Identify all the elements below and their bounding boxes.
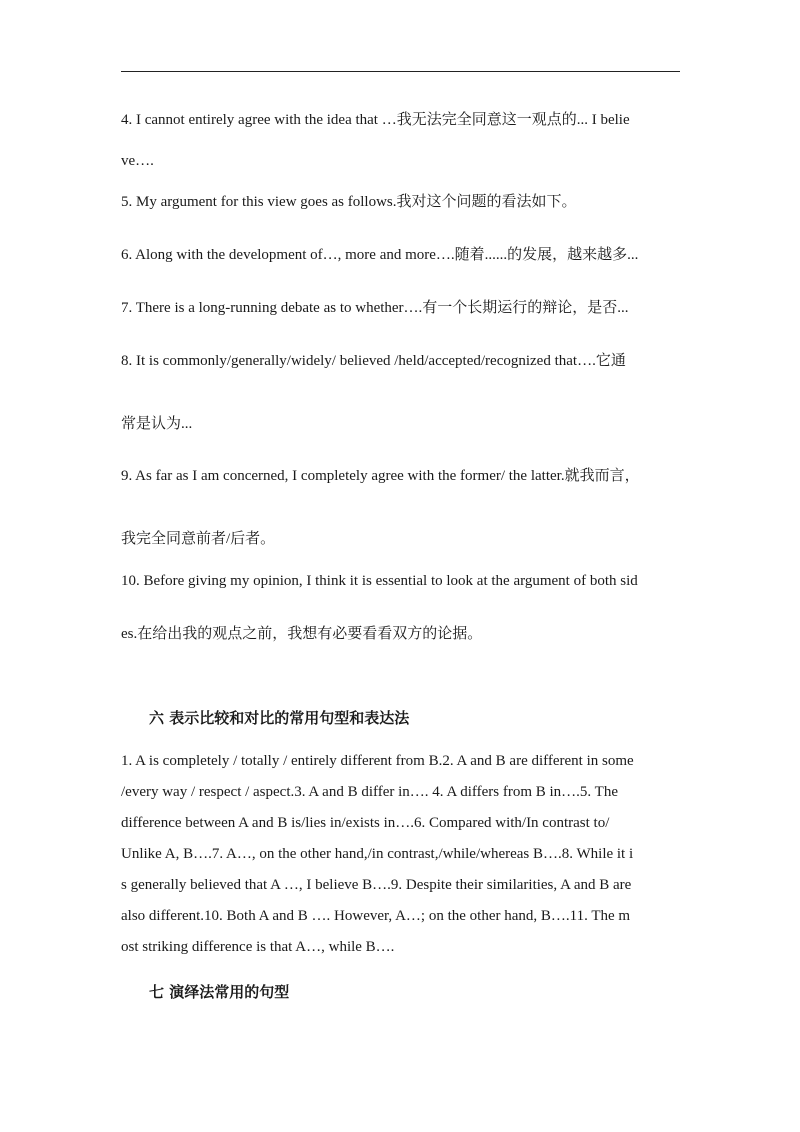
section-6-heading: 六 表示比较和对比的常用句型和表达法 — [149, 709, 410, 727]
section-6-line-5: s generally believed that A …, I believe B….9. Despite their similarities, A and B are — [121, 877, 632, 893]
section-6-line-4: Unlike A, B….7. A…, on the other hand,/in contrast,/while/whereas B….8. While it i — [121, 846, 634, 862]
item-9-line-1: 9. As far as I am concerned, I completely agree with the former/ the latter.就我而言， — [121, 468, 640, 484]
item-8-line-1: 8. It is commonly/generally/widely/ believed /held/accepted/recognized that….它通 — [121, 353, 626, 369]
section-6-line-7: ost striking difference is that A…, while B…. — [121, 939, 395, 955]
header-rule — [121, 71, 680, 72]
item-5: 5. My argument for this view goes as follows.我对这个问题的看法如下。 — [121, 194, 577, 210]
item-4-line-1: 4. I cannot entirely agree with the idea that …我无法完全同意这一观点的... I belie — [121, 112, 630, 128]
item-10-line-1: 10. Before giving my opinion, I think it is essential to look at the argument of both sid — [121, 573, 638, 589]
section-6-line-2: /every way / respect / aspect.3. A and B differ in…. 4. A differs from B in….5. The — [121, 784, 618, 800]
item-4-line-2: ve…. — [121, 153, 154, 169]
section-7-heading: 七 演绎法常用的句型 — [149, 983, 290, 1001]
section-6-line-6: also different.10. Both A and B …. However, A…; on the other hand, B….11. The m — [121, 908, 631, 924]
item-6: 6. Along with the development of…, more and more….随着......的发展，越来越多... — [121, 247, 639, 263]
item-7: 7. There is a long-running debate as to whether….有一个长期运行的辩论，是否... — [121, 300, 629, 316]
section-6-line-3: difference between A and B is/lies in/exists in….6. Compared with/In contrast to/ — [121, 815, 610, 831]
section-6-line-1: 1. A is completely / totally / entirely different from B.2. A and B are different in some — [121, 753, 634, 769]
item-8-line-2: 常是认为... — [121, 416, 193, 432]
item-10-line-2: es.在给出我的观点之前，我想有必要看看双方的论据。 — [121, 626, 483, 642]
item-9-line-2: 我完全同意前者/后者。 — [121, 531, 276, 547]
